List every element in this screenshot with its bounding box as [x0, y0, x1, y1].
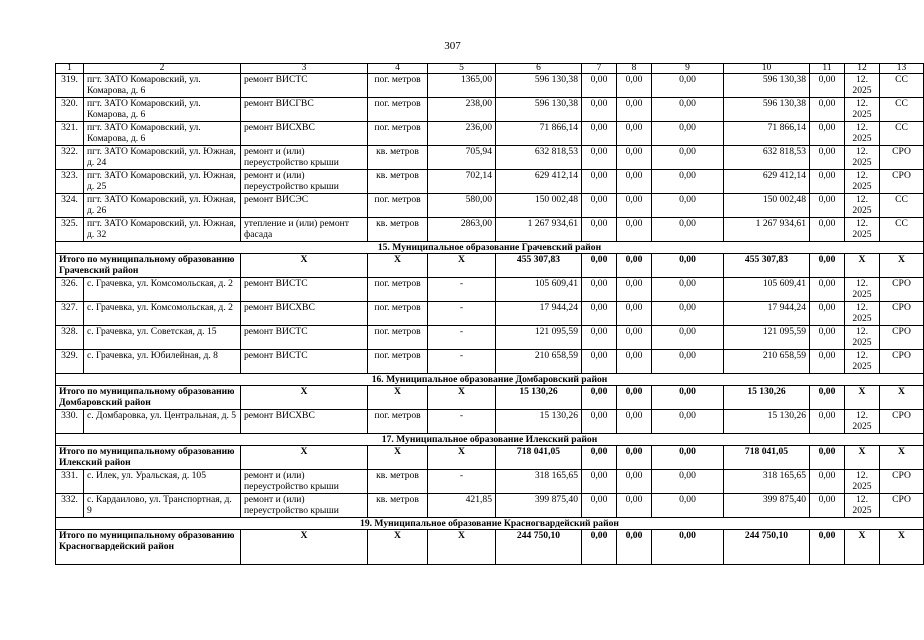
- value-cell: 0,00: [810, 470, 845, 494]
- table-row: [56, 410, 924, 434]
- work-type-cell: ремонт и (или) переустройство крыши: [241, 470, 368, 494]
- term-cell: 12. 2025: [845, 218, 880, 242]
- value-cell: 0,00: [810, 170, 845, 194]
- value-cell: 0,00: [617, 278, 652, 302]
- work-type-cell: X: [241, 530, 368, 565]
- term-cell: 12. 2025: [845, 74, 880, 98]
- value-cell: 0,00: [810, 302, 845, 326]
- total-cost-cell: 718 041,05: [496, 446, 582, 470]
- unit-cell: X: [368, 254, 428, 278]
- value-cell: 0,00: [810, 98, 845, 122]
- address-cell: пгт. ЗАТО Комаровский, ул. Южная, д. 26: [84, 194, 241, 218]
- term-cell: 12. 2025: [845, 302, 880, 326]
- section-title: 16. Муниципальное образование Домбаровский район: [56, 374, 924, 386]
- row-number-cell: 330.: [56, 410, 84, 434]
- section-title: 17. Муниципальное образование Илекский район: [56, 434, 924, 446]
- value-cell: 0,00: [582, 278, 617, 302]
- value-cell: 0,00: [652, 470, 724, 494]
- unit-cell: X: [368, 386, 428, 410]
- volume-cell: 236,00: [428, 122, 496, 146]
- method-cell: СС: [880, 98, 924, 122]
- column-number: 5: [428, 64, 496, 74]
- method-cell: X: [880, 530, 924, 565]
- value-cell: 0,00: [652, 146, 724, 170]
- row-number-cell: 319.: [56, 74, 84, 98]
- fund-cost-cell: 318 165,65: [724, 470, 810, 494]
- row-number-cell: 320.: [56, 98, 84, 122]
- fund-cost-cell: 105 609,41: [724, 278, 810, 302]
- work-type-cell: ремонт и (или) переустройство крыши: [241, 170, 368, 194]
- value-cell: 0,00: [582, 446, 617, 470]
- section-heading-row: [56, 242, 924, 254]
- term-cell: 12. 2025: [845, 122, 880, 146]
- value-cell: 0,00: [617, 302, 652, 326]
- address-cell: с. Илек, ул. Уральская, д. 105: [84, 470, 241, 494]
- term-cell: X: [845, 530, 880, 565]
- table-row: [56, 146, 924, 170]
- table-row: [56, 326, 924, 350]
- term-cell: X: [845, 386, 880, 410]
- value-cell: 0,00: [582, 410, 617, 434]
- method-cell: СРО: [880, 302, 924, 326]
- volume-cell: 238,00: [428, 98, 496, 122]
- unit-cell: кв. метров: [368, 170, 428, 194]
- unit-cell: X: [368, 530, 428, 565]
- value-cell: 0,00: [652, 350, 724, 374]
- unit-cell: пог. метров: [368, 278, 428, 302]
- fund-cost-cell: 1 267 934,61: [724, 218, 810, 242]
- value-cell: 0,00: [652, 302, 724, 326]
- section-title: 19. Муниципальное образование Красногвардейский район: [56, 518, 924, 530]
- table-row: [56, 122, 924, 146]
- column-numbers-row: [56, 64, 924, 74]
- value-cell: 0,00: [652, 122, 724, 146]
- table-body: [56, 64, 924, 565]
- method-cell: СРО: [880, 494, 924, 518]
- value-cell: 0,00: [810, 326, 845, 350]
- value-cell: 0,00: [617, 170, 652, 194]
- address-cell: с. Домбаровка, ул. Центральная, д. 5: [84, 410, 241, 434]
- address-cell: с. Грачевка, ул. Комсомольская, д. 2: [84, 278, 241, 302]
- term-cell: 12. 2025: [845, 350, 880, 374]
- method-cell: СРО: [880, 146, 924, 170]
- value-cell: 0,00: [810, 218, 845, 242]
- address-cell: с. Кардаилово, ул. Транспортная, д. 9: [84, 494, 241, 518]
- work-type-cell: утепление и (или) ремонт фасада: [241, 218, 368, 242]
- work-type-cell: ремонт ВИСХВС: [241, 410, 368, 434]
- work-type-cell: ремонт и (или) переустройство крыши: [241, 146, 368, 170]
- value-cell: 0,00: [617, 74, 652, 98]
- value-cell: 0,00: [652, 170, 724, 194]
- volume-cell: 421,85: [428, 494, 496, 518]
- address-cell: с. Грачевка, ул. Комсомольская, д. 2: [84, 302, 241, 326]
- fund-cost-cell: 596 130,38: [724, 74, 810, 98]
- value-cell: 0,00: [652, 278, 724, 302]
- section-heading-row: [56, 518, 924, 530]
- address-cell: пгт. ЗАТО Комаровский, ул. Южная, д. 32: [84, 218, 241, 242]
- volume-cell: 1365,00: [428, 74, 496, 98]
- value-cell: 0,00: [810, 278, 845, 302]
- total-cost-cell: 17 944,24: [496, 302, 582, 326]
- fund-cost-cell: 455 307,83: [724, 254, 810, 278]
- fund-cost-cell: 15 130,26: [724, 410, 810, 434]
- row-number-cell: 329.: [56, 350, 84, 374]
- method-cell: СРО: [880, 410, 924, 434]
- volume-cell: 702,14: [428, 170, 496, 194]
- value-cell: 0,00: [652, 218, 724, 242]
- method-cell: X: [880, 386, 924, 410]
- subtotal-row: [56, 530, 924, 565]
- table-row: [56, 350, 924, 374]
- fund-cost-cell: 150 002,48: [724, 194, 810, 218]
- value-cell: 0,00: [810, 410, 845, 434]
- total-cost-cell: 244 750,10: [496, 530, 582, 565]
- unit-cell: пог. метров: [368, 350, 428, 374]
- unit-cell: пог. метров: [368, 194, 428, 218]
- value-cell: 0,00: [810, 194, 845, 218]
- table-row: [56, 218, 924, 242]
- value-cell: 0,00: [617, 146, 652, 170]
- term-cell: X: [845, 254, 880, 278]
- column-number: 3: [241, 64, 368, 74]
- total-cost-cell: 318 165,65: [496, 470, 582, 494]
- column-number: 1: [56, 64, 84, 74]
- work-type-cell: ремонт и (или) переустройство крыши: [241, 494, 368, 518]
- unit-cell: кв. метров: [368, 494, 428, 518]
- volume-cell: X: [428, 446, 496, 470]
- value-cell: 0,00: [617, 470, 652, 494]
- volume-cell: X: [428, 530, 496, 565]
- address-cell: пгт. ЗАТО Комаровский, ул. Южная, д. 24: [84, 146, 241, 170]
- work-type-cell: ремонт ВИСТС: [241, 350, 368, 374]
- value-cell: 0,00: [582, 470, 617, 494]
- value-cell: 0,00: [582, 254, 617, 278]
- fund-cost-cell: 17 944,24: [724, 302, 810, 326]
- term-cell: 12. 2025: [845, 278, 880, 302]
- method-cell: СС: [880, 122, 924, 146]
- row-number-cell: 325.: [56, 218, 84, 242]
- volume-cell: 580,00: [428, 194, 496, 218]
- column-number: 7: [582, 64, 617, 74]
- method-cell: X: [880, 446, 924, 470]
- unit-cell: пог. метров: [368, 410, 428, 434]
- total-cost-cell: 632 818,53: [496, 146, 582, 170]
- fund-cost-cell: 71 866,14: [724, 122, 810, 146]
- value-cell: 0,00: [617, 326, 652, 350]
- column-number: 8: [617, 64, 652, 74]
- work-type-cell: ремонт ВИСТС: [241, 278, 368, 302]
- table-row: [56, 194, 924, 218]
- total-cost-cell: 596 130,38: [496, 98, 582, 122]
- value-cell: 0,00: [582, 326, 617, 350]
- address-cell: с. Грачевка, ул. Советская, д. 15: [84, 326, 241, 350]
- volume-cell: 2863,00: [428, 218, 496, 242]
- value-cell: 0,00: [582, 386, 617, 410]
- value-cell: 0,00: [582, 350, 617, 374]
- fund-cost-cell: 244 750,10: [724, 530, 810, 565]
- value-cell: 0,00: [617, 218, 652, 242]
- subtotal-label: Итого по муниципальному образованию Красногвардейский район: [56, 530, 241, 565]
- page-number: 307: [444, 40, 461, 52]
- value-cell: 0,00: [617, 530, 652, 565]
- value-cell: 0,00: [810, 446, 845, 470]
- value-cell: 0,00: [810, 122, 845, 146]
- unit-cell: пог. метров: [368, 122, 428, 146]
- unit-cell: кв. метров: [368, 218, 428, 242]
- fund-cost-cell: 121 095,59: [724, 326, 810, 350]
- total-cost-cell: 121 095,59: [496, 326, 582, 350]
- unit-cell: пог. метров: [368, 74, 428, 98]
- column-number: 9: [652, 64, 724, 74]
- value-cell: 0,00: [652, 74, 724, 98]
- value-cell: 0,00: [652, 446, 724, 470]
- unit-cell: пог. метров: [368, 98, 428, 122]
- table-row: [56, 494, 924, 518]
- method-cell: X: [880, 254, 924, 278]
- section-heading-row: [56, 374, 924, 386]
- row-number-cell: 328.: [56, 326, 84, 350]
- unit-cell: пог. метров: [368, 302, 428, 326]
- column-number: 6: [496, 64, 582, 74]
- work-type-cell: ремонт ВИСТС: [241, 326, 368, 350]
- total-cost-cell: 105 609,41: [496, 278, 582, 302]
- unit-cell: пог. метров: [368, 326, 428, 350]
- value-cell: 0,00: [810, 530, 845, 565]
- value-cell: 0,00: [582, 146, 617, 170]
- total-cost-cell: 399 875,40: [496, 494, 582, 518]
- value-cell: 0,00: [810, 254, 845, 278]
- work-type-cell: ремонт ВИСХВС: [241, 122, 368, 146]
- address-cell: пгт. ЗАТО Комаровский, ул. Комарова, д. 6: [84, 74, 241, 98]
- column-number: 12: [845, 64, 880, 74]
- row-number-cell: 323.: [56, 170, 84, 194]
- row-number-cell: 332.: [56, 494, 84, 518]
- address-cell: пгт. ЗАТО Комаровский, ул. Южная, д. 25: [84, 170, 241, 194]
- value-cell: 0,00: [582, 194, 617, 218]
- work-type-cell: ремонт ВИСЭС: [241, 194, 368, 218]
- row-number-cell: 324.: [56, 194, 84, 218]
- value-cell: 0,00: [582, 170, 617, 194]
- value-cell: 0,00: [617, 410, 652, 434]
- total-cost-cell: 1 267 934,61: [496, 218, 582, 242]
- volume-cell: X: [428, 386, 496, 410]
- value-cell: 0,00: [617, 350, 652, 374]
- capital-repair-table: [55, 63, 924, 565]
- volume-cell: X: [428, 254, 496, 278]
- work-type-cell: ремонт ВИСХВС: [241, 302, 368, 326]
- subtotal-row: [56, 446, 924, 470]
- unit-cell: X: [368, 446, 428, 470]
- total-cost-cell: 15 130,26: [496, 386, 582, 410]
- table-row: [56, 170, 924, 194]
- method-cell: СРО: [880, 170, 924, 194]
- section-title: 15. Муниципальное образование Грачевский район: [56, 242, 924, 254]
- subtotal-row: [56, 254, 924, 278]
- value-cell: 0,00: [617, 386, 652, 410]
- address-cell: пгт. ЗАТО Комаровский, ул. Комарова, д. 6: [84, 98, 241, 122]
- value-cell: 0,00: [582, 302, 617, 326]
- method-cell: СРО: [880, 278, 924, 302]
- total-cost-cell: 150 002,48: [496, 194, 582, 218]
- row-number-cell: 331.: [56, 470, 84, 494]
- value-cell: 0,00: [617, 494, 652, 518]
- value-cell: 0,00: [652, 98, 724, 122]
- column-number: 11: [810, 64, 845, 74]
- total-cost-cell: 210 658,59: [496, 350, 582, 374]
- total-cost-cell: 455 307,83: [496, 254, 582, 278]
- volume-cell: -: [428, 326, 496, 350]
- table-row: [56, 470, 924, 494]
- value-cell: 0,00: [652, 386, 724, 410]
- method-cell: СС: [880, 194, 924, 218]
- term-cell: 12. 2025: [845, 326, 880, 350]
- method-cell: СС: [880, 218, 924, 242]
- table-row: [56, 278, 924, 302]
- value-cell: 0,00: [652, 410, 724, 434]
- section-heading-row: [56, 434, 924, 446]
- row-number-cell: 326.: [56, 278, 84, 302]
- row-number-cell: 321.: [56, 122, 84, 146]
- value-cell: 0,00: [582, 74, 617, 98]
- total-cost-cell: 629 412,14: [496, 170, 582, 194]
- value-cell: 0,00: [617, 122, 652, 146]
- volume-cell: -: [428, 470, 496, 494]
- column-number: 10: [724, 64, 810, 74]
- fund-cost-cell: 210 658,59: [724, 350, 810, 374]
- method-cell: СРО: [880, 350, 924, 374]
- work-type-cell: ремонт ВИСГВС: [241, 98, 368, 122]
- term-cell: 12. 2025: [845, 98, 880, 122]
- volume-cell: -: [428, 278, 496, 302]
- total-cost-cell: 596 130,38: [496, 74, 582, 98]
- method-cell: СС: [880, 74, 924, 98]
- term-cell: X: [845, 446, 880, 470]
- work-type-cell: X: [241, 254, 368, 278]
- work-type-cell: X: [241, 386, 368, 410]
- fund-cost-cell: 596 130,38: [724, 98, 810, 122]
- term-cell: 12. 2025: [845, 170, 880, 194]
- value-cell: 0,00: [810, 146, 845, 170]
- value-cell: 0,00: [617, 194, 652, 218]
- column-number: 13: [880, 64, 924, 74]
- value-cell: 0,00: [810, 494, 845, 518]
- value-cell: 0,00: [582, 218, 617, 242]
- fund-cost-cell: 632 818,53: [724, 146, 810, 170]
- value-cell: 0,00: [652, 254, 724, 278]
- value-cell: 0,00: [810, 74, 845, 98]
- subtotal-label: Итого по муниципальному образованию Илекский район: [56, 446, 241, 470]
- column-number: 2: [84, 64, 241, 74]
- value-cell: 0,00: [652, 530, 724, 565]
- address-cell: пгт. ЗАТО Комаровский, ул. Комарова, д. 6: [84, 122, 241, 146]
- volume-cell: -: [428, 302, 496, 326]
- row-number-cell: 327.: [56, 302, 84, 326]
- row-number-cell: 322.: [56, 146, 84, 170]
- value-cell: 0,00: [617, 254, 652, 278]
- value-cell: 0,00: [810, 386, 845, 410]
- volume-cell: -: [428, 410, 496, 434]
- total-cost-cell: 71 866,14: [496, 122, 582, 146]
- subtotal-label: Итого по муниципальному образованию Домбаровский район: [56, 386, 241, 410]
- term-cell: 12. 2025: [845, 410, 880, 434]
- fund-cost-cell: 399 875,40: [724, 494, 810, 518]
- method-cell: СРО: [880, 326, 924, 350]
- volume-cell: 705,94: [428, 146, 496, 170]
- unit-cell: кв. метров: [368, 146, 428, 170]
- term-cell: 12. 2025: [845, 194, 880, 218]
- table-row: [56, 302, 924, 326]
- value-cell: 0,00: [582, 98, 617, 122]
- term-cell: 12. 2025: [845, 494, 880, 518]
- value-cell: 0,00: [582, 530, 617, 565]
- value-cell: 0,00: [652, 494, 724, 518]
- total-cost-cell: 15 130,26: [496, 410, 582, 434]
- unit-cell: кв. метров: [368, 470, 428, 494]
- fund-cost-cell: 629 412,14: [724, 170, 810, 194]
- work-type-cell: ремонт ВИСТС: [241, 74, 368, 98]
- subtotal-row: [56, 386, 924, 410]
- value-cell: 0,00: [810, 350, 845, 374]
- fund-cost-cell: 718 041,05: [724, 446, 810, 470]
- fund-cost-cell: 15 130,26: [724, 386, 810, 410]
- value-cell: 0,00: [582, 122, 617, 146]
- value-cell: 0,00: [617, 446, 652, 470]
- value-cell: 0,00: [617, 98, 652, 122]
- term-cell: 12. 2025: [845, 146, 880, 170]
- address-cell: с. Грачевка, ул. Юбилейная, д. 8: [84, 350, 241, 374]
- term-cell: 12. 2025: [845, 470, 880, 494]
- subtotal-label: Итого по муниципальному образованию Грачевский район: [56, 254, 241, 278]
- work-type-cell: X: [241, 446, 368, 470]
- volume-cell: -: [428, 350, 496, 374]
- table-row: [56, 74, 924, 98]
- method-cell: СРО: [880, 470, 924, 494]
- table-row: [56, 98, 924, 122]
- value-cell: 0,00: [652, 326, 724, 350]
- value-cell: 0,00: [582, 494, 617, 518]
- value-cell: 0,00: [652, 194, 724, 218]
- column-number: 4: [368, 64, 428, 74]
